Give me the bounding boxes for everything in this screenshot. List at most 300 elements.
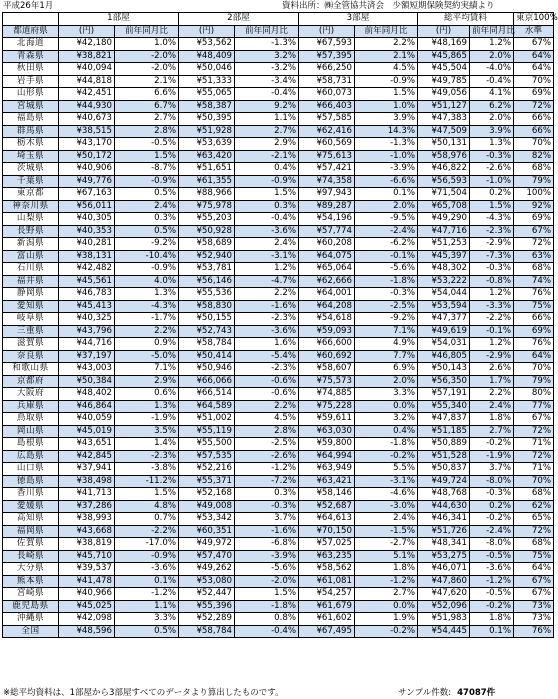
value-cell: -1.8% [355,438,418,451]
pref-cell: 山梨県 [3,213,59,226]
value-cell: 68% [514,488,554,501]
pref-cell: 長崎県 [3,550,59,563]
value-cell: 7.1% [115,363,179,376]
value-cell: -1.2% [115,588,179,601]
value-cell: -1.5% [355,525,418,538]
table-row [3,300,554,313]
value-cell: 2.4% [355,513,418,526]
value-cell: -9.2% [355,313,418,326]
value-cell: 79% [514,375,554,388]
value-cell: -2.6% [235,450,299,463]
value-cell: 80% [514,388,554,401]
value-cell: ¥52,168 [179,488,235,501]
pref-cell: 東京都 [3,188,59,201]
table-row [3,275,554,288]
value-cell: ¥55,340 [418,400,470,413]
table-row [3,575,554,588]
pref-cell: 和歌山県 [3,363,59,376]
value-cell: ¥58,562 [299,563,355,576]
pref-cell: 山口県 [3,463,59,476]
value-cell: ¥40,059 [59,413,115,426]
value-cell: -1.9% [470,450,514,463]
value-cell: ¥50,046 [179,63,235,76]
value-cell: 68% [514,263,554,276]
value-cell: ¥64,613 [299,513,355,526]
value-cell: -0.1% [355,250,418,263]
value-cell: ¥58,607 [299,363,355,376]
table-row [3,113,554,126]
value-cell: ¥46,071 [418,563,470,576]
value-cell: -1.2% [355,575,418,588]
value-cell: ¥43,003 [59,363,115,376]
table-row [3,388,554,401]
pref-cell: 高知県 [3,513,59,526]
value-cell: 72% [514,238,554,251]
value-cell: ¥44,818 [59,75,115,88]
value-cell: ¥75,978 [179,200,235,213]
value-cell: -3.0% [355,500,418,513]
value-cell: ¥38,498 [59,475,115,488]
pref-cell: 全国 [3,625,59,638]
table-row [3,288,554,301]
footnote: ※総平均資料は、1部屋から3部屋すべてのデータより算出したものです。 [3,688,284,698]
table-row [3,400,554,413]
value-cell: ¥60,351 [179,525,235,538]
value-cell: 4.5% [235,413,299,426]
table-row [3,525,554,538]
value-cell: -0.3% [470,263,514,276]
value-cell: ¥52,096 [418,600,470,613]
value-cell: 0.6% [115,388,179,401]
pref-cell: 岩手県 [3,75,59,88]
value-cell: ¥42,098 [59,613,115,626]
value-cell: -4.3% [115,300,179,313]
rent-table [2,12,558,638]
value-cell: 2.7% [470,425,514,438]
value-cell: ¥51,983 [418,613,470,626]
value-cell: ¥45,397 [418,250,470,263]
value-cell: ¥49,785 [418,75,470,88]
col-yen: (円) [418,25,470,38]
value-cell: ¥49,008 [179,500,235,513]
value-cell: ¥51,185 [418,425,470,438]
value-cell: -2.0% [115,63,179,76]
value-cell: ¥52,216 [179,463,235,476]
table-row [3,413,554,426]
value-cell: ¥75,613 [299,150,355,163]
source-label: 資料出所：㈱全管協共済会 少額短期保険契約実績より [282,1,495,11]
value-cell: 0.5% [115,225,179,238]
pref-cell: 大分県 [3,563,59,576]
value-cell: -2.7% [355,538,418,551]
col-level: 水準 [514,25,554,38]
value-cell: ¥51,651 [179,163,235,176]
value-cell: 2.2% [115,325,179,338]
value-cell: ¥54,445 [418,625,470,638]
value-cell: ¥43,170 [59,138,115,151]
value-cell: -1.3% [355,138,418,151]
value-cell: -2.3% [235,313,299,326]
value-cell: 0.9% [115,338,179,351]
value-cell: 9.2% [235,100,299,113]
pref-cell: 三重県 [3,325,59,338]
value-cell: ¥47,837 [418,413,470,426]
value-cell: -0.9% [115,263,179,276]
value-cell: -2.3% [115,450,179,463]
value-cell: ¥53,639 [179,138,235,151]
value-cell: 1.2% [235,263,299,276]
value-cell: ¥66,514 [179,388,235,401]
value-cell: 2.8% [235,425,299,438]
pref-cell: 北海道 [3,38,59,51]
value-cell: ¥51,333 [179,75,235,88]
value-cell: -0.8% [470,275,514,288]
value-cell: -4.7% [235,275,299,288]
value-cell: -10.4% [115,250,179,263]
sample-count [398,687,495,699]
value-cell: 3.9% [355,113,418,126]
value-cell: 7.1% [355,325,418,338]
table-row [3,325,554,338]
value-cell: -6.8% [235,538,299,551]
value-cell: ¥64,001 [299,288,355,301]
group-average: 総平均賃料 [418,13,514,26]
value-cell: -1.8% [355,275,418,288]
value-cell: -4.3% [470,213,514,226]
value-cell: ¥66,600 [299,338,355,351]
value-cell: ¥47,383 [418,113,470,126]
value-cell: ¥51,127 [418,100,470,113]
value-cell: 64% [514,563,554,576]
value-cell: ¥52,447 [179,588,235,601]
value-cell: 1.2% [470,38,514,51]
value-cell: -3.6% [470,563,514,576]
col-yen: (円) [59,25,115,38]
value-cell: ¥60,692 [299,350,355,363]
value-cell: ¥67,593 [299,38,355,51]
value-cell: 0.3% [235,488,299,501]
value-cell: 0.3% [115,213,179,226]
table-row [3,175,554,188]
pref-cell: 福岡県 [3,525,59,538]
table-row [3,163,554,176]
value-cell: -0.6% [235,388,299,401]
value-cell: ¥64,994 [299,450,355,463]
value-cell: -0.3% [355,288,418,301]
value-cell: -2.5% [355,300,418,313]
value-cell: 69% [514,325,554,338]
value-cell: ¥64,589 [179,400,235,413]
value-cell: 6.2% [470,100,514,113]
value-cell: 2.1% [115,75,179,88]
value-cell: ¥97,943 [299,188,355,201]
value-cell: -1.6% [235,300,299,313]
table-row [3,563,554,576]
value-cell: 2.2% [355,38,418,51]
value-cell: ¥48,768 [418,488,470,501]
value-cell: ¥58,387 [179,100,235,113]
value-cell: 63% [514,250,554,263]
value-cell: ¥38,819 [59,538,115,551]
value-cell: ¥57,395 [299,50,355,63]
pref-cell: 山形県 [3,88,59,101]
value-cell: 1.5% [470,200,514,213]
value-cell: -2.2% [470,313,514,326]
value-cell: -17.0% [115,538,179,551]
value-cell: ¥40,673 [59,113,115,126]
value-cell: 0.8% [235,613,299,626]
value-cell: ¥45,413 [59,300,115,313]
table-row [3,225,554,238]
table-row [3,50,554,63]
table-row [3,150,554,163]
table-row [3,363,554,376]
table-row [3,38,554,51]
table-row [3,100,554,113]
value-cell: -2.9% [470,238,514,251]
value-cell: -8.0% [470,538,514,551]
value-cell: 7.7% [355,350,418,363]
value-cell: 1.5% [115,150,179,163]
table-row [3,475,554,488]
value-cell: ¥45,865 [418,50,470,63]
table-row [3,188,554,201]
table-row [3,313,554,326]
value-cell: 0.1% [115,575,179,588]
value-cell: ¥49,619 [418,325,470,338]
value-cell: -0.3% [470,150,514,163]
value-cell: ¥63,949 [299,463,355,476]
value-cell: 0.2% [470,188,514,201]
value-cell: 2.1% [355,50,418,63]
value-cell: 2.4% [470,400,514,413]
value-cell: ¥51,253 [418,238,470,251]
pref-cell: 埼玉県 [3,150,59,163]
col-yoy: 前年同月比 [115,25,179,38]
value-cell: 0.0% [355,600,418,613]
value-cell: -0.2% [470,600,514,613]
table-row [3,338,554,351]
pref-cell: 宮城県 [3,100,59,113]
value-cell: ¥43,668 [59,525,115,538]
value-cell: 0.4% [355,425,418,438]
value-cell: ¥40,325 [59,313,115,326]
value-cell: ¥48,341 [418,538,470,551]
value-cell: ¥49,262 [179,563,235,576]
value-cell: 66% [514,113,554,126]
value-cell: ¥62,666 [299,275,355,288]
pref-cell: 沖縄県 [3,613,59,626]
value-cell: -0.3% [470,488,514,501]
value-cell: -3.9% [355,163,418,176]
value-cell: 6.6% [115,88,179,101]
value-cell: 74% [514,275,554,288]
value-cell: ¥57,025 [299,538,355,551]
value-cell: 1.3% [115,288,179,301]
value-cell: -4.0% [470,63,514,76]
value-cell: ¥43,796 [59,325,115,338]
value-cell: 5.1% [355,550,418,563]
value-cell: ¥61,355 [179,175,235,188]
pref-cell: 大阪府 [3,388,59,401]
pref-cell: 秋田県 [3,63,59,76]
table-row [3,138,554,151]
table-row [3,213,554,226]
value-cell: ¥53,781 [179,263,235,276]
value-cell: ¥64,208 [299,300,355,313]
value-cell: -3.8% [115,463,179,476]
header-blank [3,13,59,26]
value-cell: 76% [514,625,554,638]
value-cell: 64% [514,350,554,363]
value-cell: 1.2% [470,338,514,351]
value-cell: 1.0% [355,100,418,113]
value-cell: ¥40,966 [59,588,115,601]
value-cell: ¥54,196 [299,213,355,226]
pref-cell: 石川県 [3,263,59,276]
value-cell: ¥48,596 [59,625,115,638]
pref-cell: 新潟県 [3,238,59,251]
value-cell: -0.5% [470,588,514,601]
value-cell: -1.2% [470,575,514,588]
value-cell: ¥46,822 [418,163,470,176]
value-cell: ¥56,146 [179,275,235,288]
value-cell: ¥52,940 [179,250,235,263]
value-cell: ¥56,011 [59,200,115,213]
value-cell: -3.4% [235,75,299,88]
value-cell: ¥45,504 [418,63,470,76]
value-cell: ¥57,535 [179,450,235,463]
value-cell: ¥55,119 [179,425,235,438]
value-cell: -2.0% [235,575,299,588]
value-cell: 73% [514,613,554,626]
value-cell: ¥47,716 [418,225,470,238]
table-row [3,75,554,88]
value-cell: -1.0% [470,175,514,188]
value-cell: -0.3% [235,500,299,513]
value-cell: ¥46,783 [59,288,115,301]
value-cell: -1.0% [355,150,418,163]
col-yoy: 前年同月比 [235,25,299,38]
value-cell: ¥45,710 [59,550,115,563]
value-cell: ¥70,150 [299,525,355,538]
table-row [3,438,554,451]
value-cell: ¥65,064 [299,263,355,276]
value-cell: -0.5% [470,550,514,563]
value-cell: 1.6% [235,338,299,351]
pref-cell: 福井県 [3,275,59,288]
table-row [3,88,554,101]
value-cell: -0.9% [115,175,179,188]
value-cell: ¥58,830 [179,300,235,313]
value-cell: -1.6% [235,525,299,538]
value-cell: -3.6% [235,225,299,238]
value-cell: ¥66,403 [299,100,355,113]
value-cell: ¥52,289 [179,613,235,626]
pref-cell: 青森県 [3,50,59,63]
value-cell: ¥50,946 [179,363,235,376]
value-cell: -2.3% [470,225,514,238]
pref-cell: 千葉県 [3,175,59,188]
value-cell: 1.9% [355,613,418,626]
value-cell: ¥59,800 [299,438,355,451]
value-cell: ¥42,180 [59,38,115,51]
col-yen: (円) [299,25,355,38]
value-cell: ¥50,928 [179,225,235,238]
value-cell: ¥53,275 [418,550,470,563]
value-cell: 2.2% [235,400,299,413]
pref-cell: 茨城県 [3,163,59,176]
value-cell: ¥50,837 [418,463,470,476]
value-cell: ¥62,416 [299,125,355,138]
value-cell: 2.2% [470,388,514,401]
value-cell: 66% [514,313,554,326]
value-cell: ¥57,774 [299,225,355,238]
value-cell: ¥66,066 [179,375,235,388]
table-row [3,488,554,501]
pref-cell: 栃木県 [3,138,59,151]
value-cell: 2.6% [470,363,514,376]
value-cell: ¥53,594 [418,300,470,313]
value-cell: 3.5% [115,425,179,438]
value-cell: 75% [514,550,554,563]
value-cell: ¥47,860 [418,575,470,588]
value-cell: ¥53,080 [179,575,235,588]
pref-cell: 鳥取県 [3,413,59,426]
pref-cell: 富山県 [3,250,59,263]
value-cell: 2.2% [235,288,299,301]
table-row [3,238,554,251]
value-cell: 71% [514,438,554,451]
sample-value: 47087件 [457,688,496,698]
value-cell: -0.9% [235,175,299,188]
value-cell: 3.2% [355,413,418,426]
value-cell: ¥75,573 [299,375,355,388]
value-cell: ¥61,602 [299,613,355,626]
value-cell: 67% [514,575,554,588]
value-cell: 4.9% [355,338,418,351]
value-cell: ¥37,941 [59,463,115,476]
value-cell: 1.2% [470,288,514,301]
value-cell: -0.4% [235,625,299,638]
value-cell: ¥40,906 [59,163,115,176]
value-cell: 0.1% [355,188,418,201]
value-cell: ¥88,966 [179,188,235,201]
value-cell: ¥75,228 [299,400,355,413]
value-cell: -1.3% [235,38,299,51]
pref-cell: 徳島県 [3,475,59,488]
pref-cell: 奈良県 [3,350,59,363]
pref-cell: 長野県 [3,225,59,238]
value-cell: ¥52,743 [179,325,235,338]
value-cell: ¥47,377 [418,313,470,326]
value-cell: -3.3% [470,300,514,313]
value-cell: 68% [514,538,554,551]
value-cell: ¥60,208 [299,238,355,251]
value-cell: ¥50,889 [418,438,470,451]
value-cell: 2.7% [115,113,179,126]
col-yoy: 前年同月比 [355,25,418,38]
value-cell: -3.6% [235,325,299,338]
value-cell: 70% [514,138,554,151]
value-cell: ¥55,396 [179,600,235,613]
value-cell: 1.4% [115,438,179,451]
value-cell: 72% [514,450,554,463]
value-cell: 72% [514,100,554,113]
value-cell: -1.7% [115,313,179,326]
header-row-groups [3,13,554,26]
value-cell: -2.3% [235,363,299,376]
